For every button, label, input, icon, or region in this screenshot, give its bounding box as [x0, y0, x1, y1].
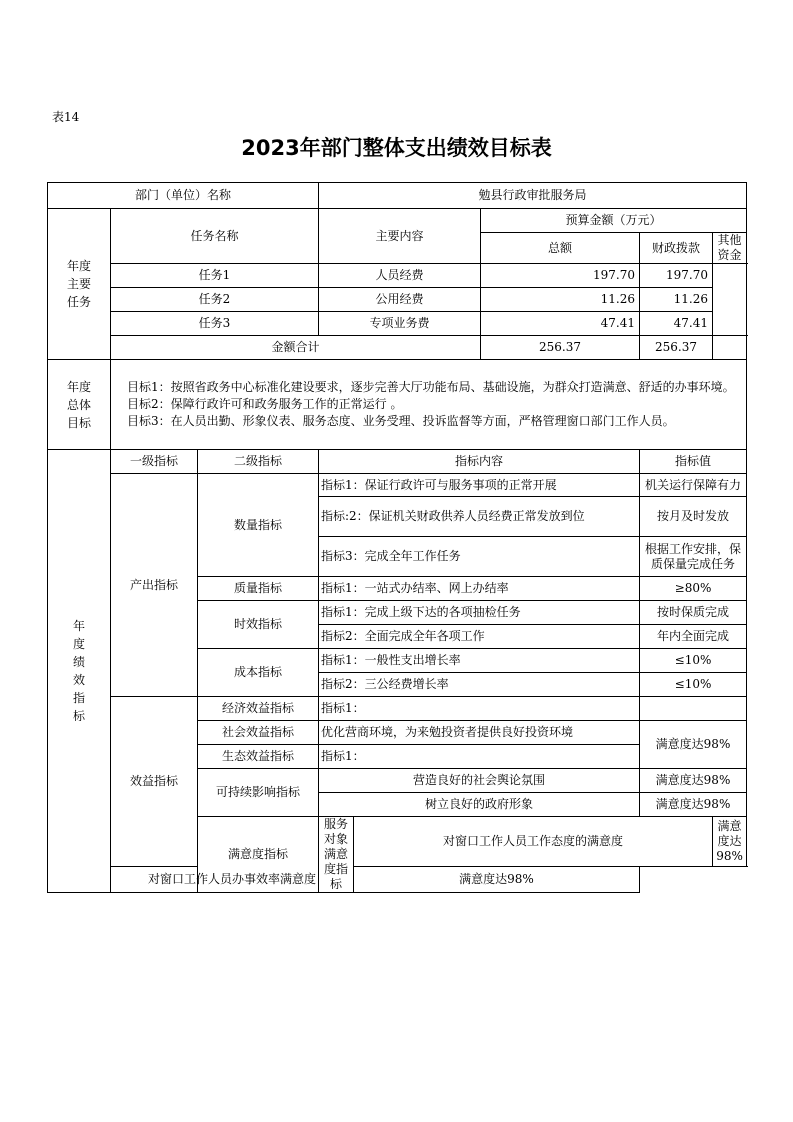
dept-name: 勉县行政审批服务局: [319, 183, 747, 209]
indicators-label: 年 度 绩 效 指 标: [48, 450, 111, 893]
dept-label: 部门（单位）名称: [48, 183, 319, 209]
task-fiscal: 197.70: [640, 264, 713, 288]
sum-total: 256.37: [481, 336, 640, 360]
value-header: 指标值: [640, 450, 747, 474]
indicator-value: 满意度达98%: [640, 769, 747, 793]
benefit-indicator: 效益指标: [111, 697, 198, 867]
indicator-content: 对窗口工作人员工作态度的满意度: [354, 817, 713, 867]
indicator-value: 满意度达98%: [713, 817, 747, 867]
overall-goal-content: [111, 360, 747, 450]
total-header: 总额: [481, 233, 640, 264]
other-funds-cell: [713, 264, 747, 336]
task-name: 任务2: [111, 288, 319, 312]
indicator-content: 指标1：一般性支出增长率: [319, 649, 640, 673]
indicator-content: 指标1：完成上级下达的各项抽检任务: [319, 601, 640, 625]
indicator-content: 树立良好的政府形象: [319, 793, 640, 817]
budget-header: 预算金额（万元）: [481, 209, 747, 233]
cost-indicator: 成本指标: [198, 649, 319, 697]
performance-table: [47, 182, 747, 893]
indicator-value: 满意度达98%: [640, 793, 747, 817]
task-name-header: 任务名称: [111, 209, 319, 264]
indicator-value: ≥80%: [640, 577, 747, 601]
ecological-benefit-indicator: 生态效益指标: [198, 745, 319, 769]
task-content: 公用经费: [319, 288, 481, 312]
overall-goal-label: 年度 总体 目标: [48, 360, 111, 450]
fiscal-header: 财政拨款: [640, 233, 713, 264]
indicator-content: 指标1：保证行政许可与服务事项的正常开展: [319, 474, 640, 497]
indicator-content: 指标1：: [319, 745, 640, 769]
indicator-content: 优化营商环境，为来勉投资者提供良好投资环境: [319, 721, 640, 745]
indicator-content: 指标1：一站式办结率、网上办结率: [319, 577, 640, 601]
annual-task-label: 年度 主要 任务: [48, 209, 111, 360]
indicator-value: 年内全面完成: [640, 625, 747, 649]
indicator-value: ≤10%: [640, 649, 747, 673]
task-total: 47.41: [481, 312, 640, 336]
indicator-content: 指标2：三公经费增长率: [319, 673, 640, 697]
indicator-content: 对窗口工作人员办事效率满意度: [111, 866, 354, 892]
level2-header: 二级指标: [198, 450, 319, 474]
content-header: 指标内容: [319, 450, 640, 474]
indicator-value: 满意度达98%: [640, 721, 747, 769]
timeliness-indicator: 时效指标: [198, 601, 319, 649]
satisfaction-indicator: 满意度指标: [198, 817, 319, 893]
task-content: 人员经费: [319, 264, 481, 288]
task-name: 任务3: [111, 312, 319, 336]
sustainability-indicator: 可持续影响指标: [198, 769, 319, 817]
indicator-value: 根据工作安排，保质保量完成任务: [640, 537, 747, 577]
economic-benefit-indicator: 经济效益指标: [198, 697, 319, 721]
indicator-value: 按月及时发放: [640, 497, 747, 537]
service-satisfaction-indicator: 服务对象满意度指标: [319, 817, 354, 893]
quantity-indicator: 数量指标: [198, 474, 319, 577]
table-number: 表14: [52, 110, 80, 124]
social-benefit-indicator: 社会效益指标: [198, 721, 319, 745]
indicator-value: 按时保质完成: [640, 601, 747, 625]
indicator-value: ≤10%: [640, 673, 747, 697]
level1-header: 一级指标: [111, 450, 198, 474]
indicator-content: 指标:2：保证机关财政供养人员经费正常发放到位: [319, 497, 640, 537]
indicator-value: 机关运行保障有力: [640, 474, 747, 497]
goal-3: 目标3：在人员出勤、形象仪表、服务态度、业务受理、投诉监督等方面，严格管理窗口部门工作人员。: [115, 414, 675, 428]
quality-indicator: 质量指标: [198, 577, 319, 601]
task-total: 11.26: [481, 288, 640, 312]
page-title: 2023年部门整体支出绩效目标表: [241, 136, 552, 160]
indicator-value: 满意度达98%: [354, 866, 640, 892]
task-fiscal: 47.41: [640, 312, 713, 336]
sum-other: [713, 336, 747, 360]
goal-2: 目标2：保障行政许可和政务服务工作的正常运行 。: [115, 397, 403, 411]
sum-fiscal: 256.37: [640, 336, 713, 360]
indicator-content: 指标1：: [319, 697, 640, 721]
sum-label: 金额合计: [111, 336, 481, 360]
task-name: 任务1: [111, 264, 319, 288]
output-indicator: 产出指标: [111, 474, 198, 697]
other-funds-header: 其他资金: [713, 233, 747, 264]
goal-1: 目标1：按照省政务中心标准化建设要求，逐步完善大厅功能布局、基础设施，为群众打造满意、舒适的办事环境。: [115, 380, 735, 394]
task-fiscal: 11.26: [640, 288, 713, 312]
main-content-header: 主要内容: [319, 209, 481, 264]
indicator-content: 营造良好的社会舆论氛围: [319, 769, 640, 793]
task-total: 197.70: [481, 264, 640, 288]
indicator-content: 指标3：完成全年工作任务: [319, 537, 640, 577]
indicator-content: 指标2：全面完成全年各项工作: [319, 625, 640, 649]
task-content: 专项业务费: [319, 312, 481, 336]
indicator-value: [640, 697, 747, 721]
